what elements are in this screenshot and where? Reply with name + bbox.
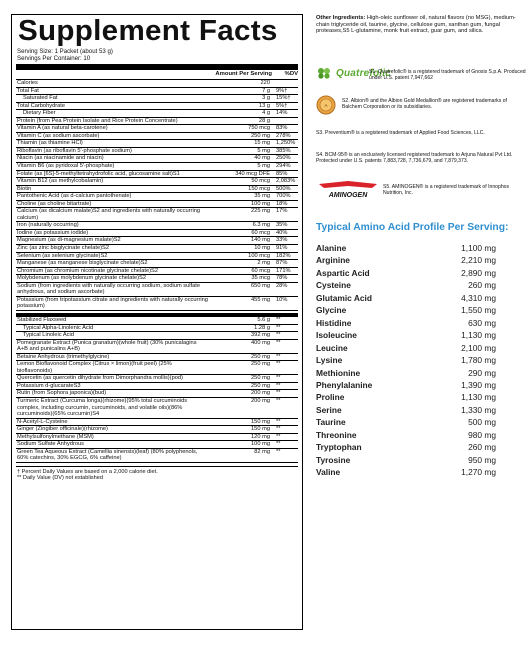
amino-acid-name: Cysteine xyxy=(316,280,351,291)
table-row xyxy=(16,325,298,333)
row-label: Vitamin C (as sodium ascorbate) xyxy=(17,132,100,139)
table-row xyxy=(16,245,298,253)
amino-acid-amount: 4,310 mg xyxy=(461,292,496,303)
list-item xyxy=(316,379,496,391)
row-dv: ** xyxy=(276,441,281,448)
row-amount: 50 mcg xyxy=(251,178,270,185)
amino-acid-name: Histidine xyxy=(316,317,352,328)
amino-acid-name: Threonine xyxy=(316,429,357,440)
row-label: Protein (from Pea Protein Isolate and Rice Protein Concentrate) xyxy=(17,117,178,124)
row-amount: 392 mg xyxy=(251,332,270,339)
list-item xyxy=(316,304,496,316)
row-label: Choline (as choline bitartrate) xyxy=(17,200,92,207)
other-ingredients-label: Other Ingredients: xyxy=(316,15,366,21)
row-amount: 28 g xyxy=(258,117,270,124)
svg-text:A: A xyxy=(324,103,328,108)
row-dv: 294% xyxy=(276,163,291,170)
serving-size: Serving Size: 1 Packet (about 53 g) xyxy=(17,48,113,55)
row-label: Molybdenum (as molybdenum glycinate chelate)S2 xyxy=(17,275,146,282)
aminogen-wordmark: AMINOGEN xyxy=(328,192,368,199)
row-dv xyxy=(274,118,298,125)
other-ingredients-text: High-oleic sunflower oil, natural flavors (no MSG), medium-chain triglyceride oil, taurine, glycine, cellulose gum, xanthan gum, fungal proteases,S5 L-glutamine, monk fruit extract, guar gum, and silica. xyxy=(316,15,516,35)
row-amount: 225 mg xyxy=(251,208,270,215)
table-row xyxy=(16,95,298,103)
table-row xyxy=(16,275,298,283)
table-row xyxy=(16,155,298,163)
trademark-s1: S1. Quatrefolic® is a registered trademark of Gnosis S.p.A. Produced under U.S. patent 7,947,662 xyxy=(369,69,526,82)
row-amount: 60 mcg xyxy=(251,267,270,274)
table-row xyxy=(16,419,298,427)
row-amount: 400 mg xyxy=(251,339,270,346)
row-dv: 28% xyxy=(276,282,288,289)
row-amount: 100 mcg xyxy=(248,252,270,259)
table-row xyxy=(16,390,298,398)
row-label: Pomegranate Extract (Punica granatum)(whole fruit) (30% punicalagins A+B and punicalins A+B) xyxy=(17,339,197,353)
row-amount: 200 mg xyxy=(251,397,270,404)
row-label: Sodium (from ingredients with naturally occurring sodium, sodium sulfate anhydrous, and sodium ascorbate) xyxy=(17,282,201,296)
list-item xyxy=(316,367,496,379)
servings-per-container: Servings Per Container: 10 xyxy=(17,55,91,62)
footnote-na: ** Daily Value (DV) not established xyxy=(17,475,104,482)
list-item xyxy=(316,404,496,416)
row-dv xyxy=(274,80,298,87)
amino-acid-amount: 980 mg xyxy=(468,429,496,440)
table-row xyxy=(16,201,298,209)
row-label: Dietary Fiber xyxy=(23,110,56,117)
amino-acid-amount: 2,890 mg xyxy=(461,267,496,278)
table-row xyxy=(16,297,298,311)
row-label: Potassium (from tripotassium citrate and ingredients with naturally occurring potassium) xyxy=(17,296,208,310)
row-label: Methylsulfonylmethane (MSM) xyxy=(17,433,94,440)
amino-acid-amount: 1,130 mg xyxy=(461,330,496,341)
table-row xyxy=(16,186,298,194)
row-label: Magnesium (as di-magnesium malate)S2 xyxy=(17,237,121,244)
table-row xyxy=(16,283,298,297)
row-amount: 35 mg xyxy=(254,193,270,200)
amino-acid-name: Tyrosine xyxy=(316,454,351,465)
table-row xyxy=(16,193,298,201)
amino-acid-amount: 1,270 mg xyxy=(461,467,496,478)
table-row xyxy=(16,222,298,230)
amino-acid-name: Phenylalanine xyxy=(316,379,373,390)
amino-acid-name: Lysine xyxy=(316,355,343,366)
row-amount: 150 mg xyxy=(251,418,270,425)
row-label: Stabilized Flaxseed xyxy=(17,316,67,323)
row-label: Thiamin (as thiamine HCl) xyxy=(17,140,83,147)
row-amount: 750 mcg xyxy=(248,125,270,132)
trademark-s5: S5. AMINOGEN® is a registered trademark of Innophos Nutrition, Inc. xyxy=(383,184,510,197)
row-amount: 5.6 g xyxy=(257,316,270,323)
list-item xyxy=(316,329,496,341)
table-row xyxy=(16,426,298,434)
ingredient-rows xyxy=(16,317,298,463)
table-row xyxy=(16,140,298,148)
table-row xyxy=(16,163,298,171)
row-dv: 385% xyxy=(276,147,291,154)
row-label: Zinc (as zinc bisglycinate chelate)S2 xyxy=(17,245,109,252)
row-dv: ** xyxy=(276,448,281,455)
table-row xyxy=(16,118,298,126)
amino-acid-list xyxy=(316,242,496,479)
row-label: Pantothenic Acid (as d-calcium pantothenate) xyxy=(17,193,132,200)
amino-acid-name: Glycine xyxy=(316,305,347,316)
row-amount: 200 mg xyxy=(251,390,270,397)
table-row xyxy=(16,354,298,362)
amino-acid-amount: 1,550 mg xyxy=(461,305,496,316)
row-label: Betaine Anhydrous (trimethylglycine) xyxy=(17,353,110,360)
row-label: Vitamin A (as natural beta-carotene) xyxy=(17,125,108,132)
row-label: Biotin xyxy=(17,185,32,192)
row-label: Total Carbohydrate xyxy=(17,102,66,109)
list-item xyxy=(316,242,496,254)
row-amount: 250 mg xyxy=(251,382,270,389)
row-dv: ** xyxy=(276,390,281,397)
row-amount: 3 g xyxy=(262,95,270,102)
table-row xyxy=(16,80,298,88)
amount-header: Amount Per Serving xyxy=(215,71,272,77)
dv-header: %DV xyxy=(284,71,298,77)
row-dv: 182% xyxy=(276,252,291,259)
amino-acid-amount: 2,210 mg xyxy=(461,255,496,266)
table-row xyxy=(16,253,298,261)
panel-title: Supplement Facts xyxy=(18,15,278,47)
row-label: Total Fat xyxy=(17,87,39,94)
table-row xyxy=(16,171,298,179)
table-row xyxy=(16,148,298,156)
row-dv: 9%† xyxy=(276,87,288,94)
row-label: Calcium (as dicalcium malate)S2 and ingredients with naturally occurring calcium) xyxy=(17,208,201,221)
list-item xyxy=(316,354,496,366)
amino-acid-amount: 260 mg xyxy=(468,280,496,291)
amino-acid-amount: 1,100 mg xyxy=(461,243,496,253)
row-amount: 1.28 g xyxy=(254,324,270,331)
row-dv: 17% xyxy=(276,208,288,215)
row-label: Vitamin B6 (as pyridoxal 5'-phosphate) xyxy=(17,163,115,170)
row-dv: 78% xyxy=(276,275,288,282)
row-amount: 15 mg xyxy=(254,140,270,147)
row-amount: 100 mg xyxy=(251,441,270,448)
table-row xyxy=(16,434,298,442)
amino-acid-amount: 950 mg xyxy=(468,454,496,465)
amino-acid-name: Isoleucine xyxy=(316,330,357,341)
row-dv: ** xyxy=(276,382,281,389)
row-dv: 700% xyxy=(276,193,291,200)
row-amount: 650 mg xyxy=(251,282,270,289)
supplement-facts-panel xyxy=(11,14,303,630)
row-dv: 87% xyxy=(276,260,288,267)
amino-acid-amount: 1,780 mg xyxy=(461,355,496,366)
row-dv: ** xyxy=(276,332,281,339)
row-amount: 82 mg xyxy=(254,448,270,455)
row-label: Quercetin (as quercetin dihydrate from Dimorphandra mollis)(pod) xyxy=(17,375,183,382)
row-amount: 250 mg xyxy=(251,353,270,360)
amino-acid-amount: 1,330 mg xyxy=(461,404,496,415)
amino-acid-name: Taurine xyxy=(316,417,346,428)
row-dv: 171% xyxy=(276,267,291,274)
row-dv: 2,083% xyxy=(276,178,296,185)
row-amount: 250 mg xyxy=(251,375,270,382)
row-label: Manganese (as manganese bisglycinate chelate)S2 xyxy=(17,260,148,267)
row-label: Saturated Fat xyxy=(23,95,58,102)
list-item xyxy=(316,391,496,403)
row-label: Lemon Bioflavonoid Complex (Citrus × limon)(fruit peel) (25% bioflavonoids) xyxy=(17,361,172,374)
row-dv: 278% xyxy=(276,132,291,139)
table-row xyxy=(16,208,298,222)
row-dv: ** xyxy=(276,361,281,368)
row-label: Green Tea Aqueous Extract (Camellia sinensis)(leaf) (80% polyphenols, 60% catechins, 30% EGCG, 6% caffeine) xyxy=(17,448,198,462)
row-label: Iodine (as potassium iodide) xyxy=(17,229,89,236)
row-amount: 35 mcg xyxy=(251,275,270,282)
row-amount: 340 mcg DFE xyxy=(235,170,270,177)
row-dv: 15%† xyxy=(276,95,291,102)
row-amount: 5 mg xyxy=(257,147,270,154)
row-label: Calories xyxy=(17,80,38,86)
list-item xyxy=(316,267,496,279)
row-label: Typical Alpha-Linolenic Acid xyxy=(23,324,94,331)
other-ingredients xyxy=(316,15,523,35)
row-dv: 33% xyxy=(276,237,288,244)
table-row xyxy=(16,317,298,325)
quatrefolic-wordmark: Quatrefolic xyxy=(336,67,391,79)
list-item xyxy=(316,441,496,453)
row-amount: 2 mg xyxy=(257,260,270,267)
footnote-dv: † Percent Daily Values are based on a 2,000 calorie diet. xyxy=(17,468,158,475)
row-dv: 18% xyxy=(276,200,288,207)
table-row xyxy=(16,332,298,340)
row-label: Chromium (as chromium nicotinate glycinate chelate)S2 xyxy=(17,267,158,274)
row-dv: ** xyxy=(276,324,281,331)
row-label: Niacin (as niacinamide and niacin) xyxy=(17,155,104,162)
amino-acid-amount: 1,390 mg xyxy=(461,379,496,390)
table-row xyxy=(16,449,298,463)
row-amount: 7 g xyxy=(262,87,270,94)
list-item xyxy=(316,342,496,354)
amino-acid-amount: 500 mg xyxy=(468,417,496,428)
row-dv: 500% xyxy=(276,185,291,192)
row-dv: 40% xyxy=(276,229,288,236)
amino-acid-amount: 630 mg xyxy=(468,317,496,328)
trademark-s2: S2. Albion® and the Albion Gold Medallion® are registered trademarks of Balchem Corporation or its subsidiaries. xyxy=(342,98,507,111)
amino-acid-name: Tryptophan xyxy=(316,442,362,453)
table-row xyxy=(16,88,298,96)
row-label: N-Acetyl-L-Cysteine xyxy=(17,418,68,425)
row-amount: 150 mcg xyxy=(248,185,270,192)
row-label: Folate (as [6S]-5-methyltetrahydrofolic acid, glucosamine salt)S1 xyxy=(17,170,180,177)
table-row xyxy=(16,260,298,268)
list-item xyxy=(316,429,496,441)
albion-medallion-icon xyxy=(316,95,336,115)
table-row xyxy=(16,110,298,118)
row-dv: 10% xyxy=(276,296,288,303)
list-item xyxy=(316,466,496,478)
amino-acid-amount: 290 mg xyxy=(468,367,496,378)
row-dv: ** xyxy=(276,316,281,323)
row-dv: ** xyxy=(276,353,281,360)
row-label: Sodium Sulfate Anhydrous xyxy=(17,441,85,448)
row-label: Selenium (as selenium glycinate)S2 xyxy=(17,252,108,259)
row-amount: 4 g xyxy=(262,110,270,117)
table-row xyxy=(16,383,298,391)
table-row xyxy=(16,340,298,354)
row-amount: 6.3 mg xyxy=(252,222,270,229)
amino-acid-name: Arginine xyxy=(316,255,350,266)
row-dv: 1,250% xyxy=(276,140,296,147)
list-item xyxy=(316,454,496,466)
row-dv: ** xyxy=(276,397,281,404)
row-amount: 220 xyxy=(260,80,270,86)
amino-acid-name: Leucine xyxy=(316,342,348,353)
row-amount: 140 mg xyxy=(251,237,270,244)
table-row xyxy=(16,230,298,238)
list-item xyxy=(316,292,496,304)
row-amount: 5 mg xyxy=(257,163,270,170)
row-amount: 250 mg xyxy=(251,132,270,139)
table-row xyxy=(16,133,298,141)
amino-acid-amount: 1,130 mg xyxy=(461,392,496,403)
amino-acid-name: Proline xyxy=(316,392,345,403)
amino-acid-amount: 2,100 mg xyxy=(461,342,496,353)
row-dv: 85% xyxy=(276,170,288,177)
table-row xyxy=(16,237,298,245)
quatrefolic-leaf-icon xyxy=(316,67,334,79)
list-item xyxy=(316,416,496,428)
amino-acid-name: Serine xyxy=(316,404,342,415)
table-row xyxy=(16,125,298,133)
row-dv: ** xyxy=(276,375,281,382)
table-row xyxy=(16,103,298,111)
list-item xyxy=(316,254,496,266)
row-label: Potassium d-glucarateS3 xyxy=(17,382,81,389)
row-dv: 83% xyxy=(276,125,288,132)
table-header xyxy=(16,70,298,80)
row-dv: ** xyxy=(276,339,281,346)
table-row xyxy=(16,268,298,276)
amino-acid-name: Valine xyxy=(316,467,341,478)
amino-acid-name: Aspartic Acid xyxy=(316,267,370,278)
row-label: Vitamin B12 (as methylcobalamin) xyxy=(17,178,104,185)
row-amount: 10 mg xyxy=(254,245,270,252)
row-dv: ** xyxy=(276,426,281,433)
nutrient-rows xyxy=(16,80,298,311)
row-amount: 455 mg xyxy=(251,296,270,303)
row-dv: 5%† xyxy=(276,102,288,109)
table-row xyxy=(16,441,298,449)
amino-acid-amount: 260 mg xyxy=(468,442,496,453)
row-dv: ** xyxy=(276,433,281,440)
footnote-divider xyxy=(16,466,298,467)
row-label: Iron (naturally occurring) xyxy=(17,222,79,229)
row-label: Riboflavin (as riboflavin 5'-phosphate sodium) xyxy=(17,147,132,154)
row-amount: 13 g xyxy=(258,102,270,109)
trademark-s3: S3. Preventium® is a registered trademark of Applied Food Sciences, LLC. xyxy=(316,130,485,136)
table-row xyxy=(16,398,298,419)
trademark-s4: S4. BCM-95® is an exclusively licensed registered trademark to Arjuna Natural Pvt Ltd. Protected under U.S. patents 7,883,728, 7,736,679, and 7,879,373. xyxy=(316,152,513,165)
aminogen-logo xyxy=(316,180,380,200)
amino-acid-title: Typical Amino Acid Profile Per Serving: xyxy=(316,222,509,233)
row-amount: 250 mg xyxy=(251,361,270,368)
table-row xyxy=(16,178,298,186)
list-item xyxy=(316,317,496,329)
row-label: Turmeric Extract (Curcuma longa)(rhizome)(95% total curcuminoids complex, including curcumin, curcuminoids, and volatile oils)(86% curcuminoids)(65% curcumin)S4 xyxy=(17,397,188,418)
row-label: Typical Linoleic Acid xyxy=(23,332,74,339)
row-dv: 35% xyxy=(276,222,288,229)
list-item xyxy=(316,279,496,291)
row-amount: 150 mg xyxy=(251,426,270,433)
row-dv: 250% xyxy=(276,155,291,162)
amino-acid-name: Methionine xyxy=(316,367,361,378)
row-amount: 60 mcg xyxy=(251,229,270,236)
row-amount: 100 mg xyxy=(251,200,270,207)
row-dv: 14% xyxy=(276,110,288,117)
row-amount: 40 mg xyxy=(254,155,270,162)
row-dv: 91% xyxy=(276,245,288,252)
table-row xyxy=(16,361,298,375)
amino-acid-name: Glutamic Acid xyxy=(316,292,372,303)
row-amount: 120 mg xyxy=(251,433,270,440)
row-dv: ** xyxy=(276,418,281,425)
table-row xyxy=(16,375,298,383)
row-label: Rutin (from Sophora japonica)(bud) xyxy=(17,390,107,397)
row-label: Ginger (Zingiber officinale)(rhizome) xyxy=(17,426,108,433)
amino-acid-name: Alanine xyxy=(316,243,347,253)
